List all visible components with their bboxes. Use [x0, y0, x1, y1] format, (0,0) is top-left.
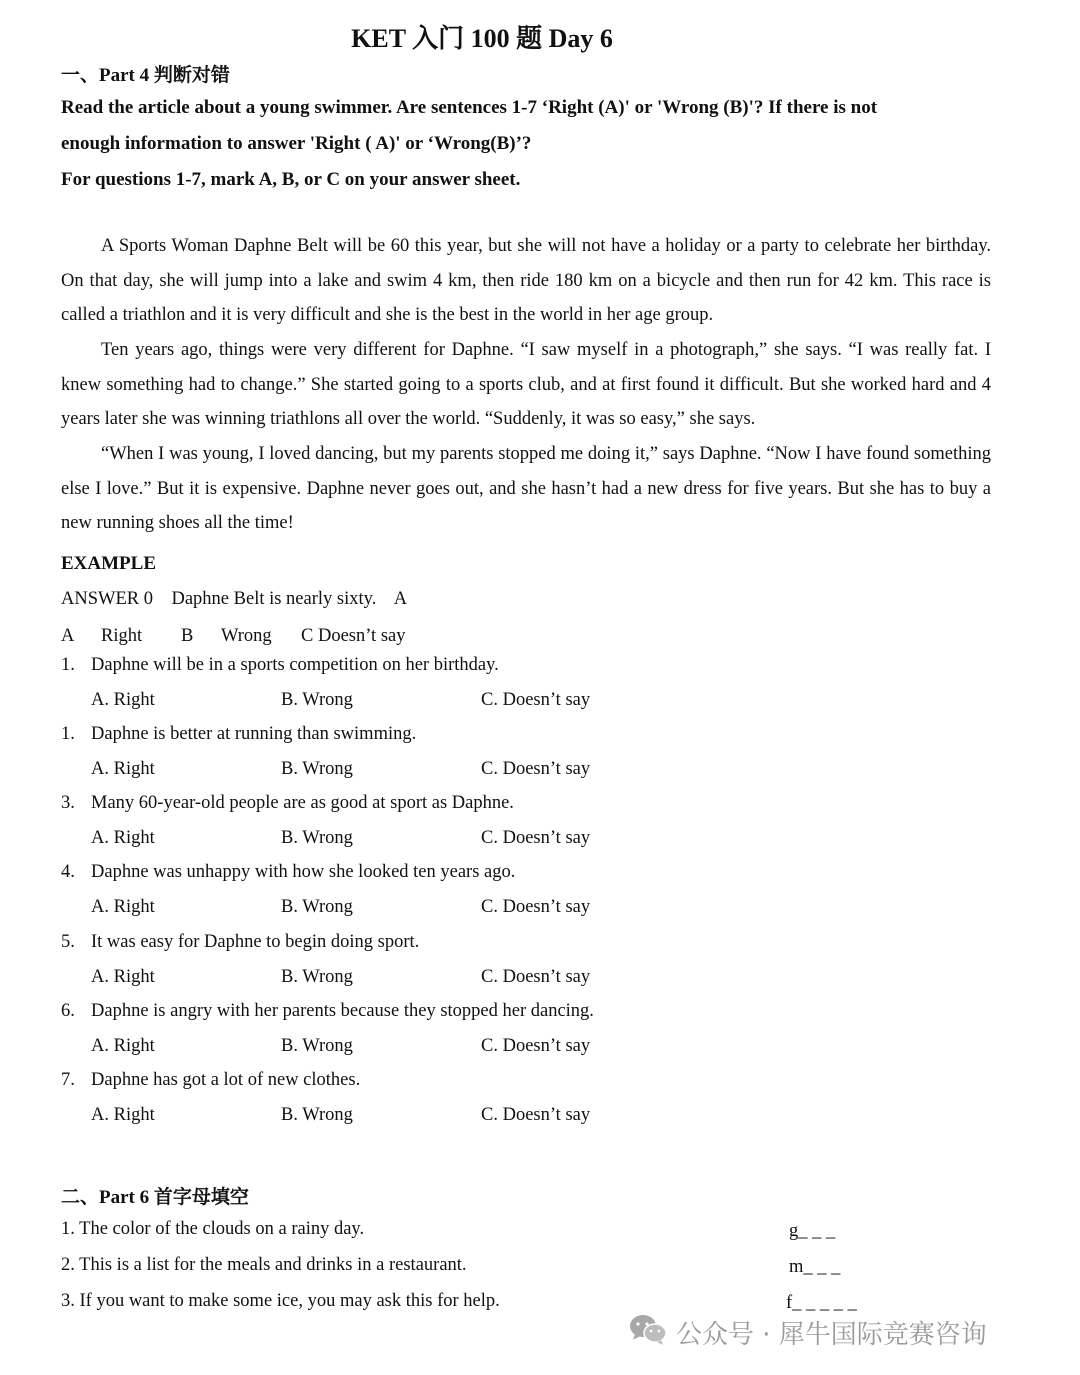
option-c: C. Doesn’t say: [481, 967, 591, 987]
fill-in-item-text: 3. If you want to make some ice, you may ask this for help.: [61, 1291, 500, 1311]
option-a: A. Right: [91, 759, 155, 779]
option-b: B. Wrong: [281, 1036, 353, 1056]
option-b: B. Wrong: [281, 759, 353, 779]
question-number: 1.: [61, 655, 75, 675]
fill-in-item-hint: g_ _ _: [789, 1221, 836, 1241]
instruction-line-3: For questions 1-7, mark A, B, or C on your answer sheet.: [61, 169, 521, 190]
option-b: B. Wrong: [281, 828, 353, 848]
option-b: B. Wrong: [281, 690, 353, 710]
option-a: A. Right: [91, 897, 155, 917]
option-a: A. Right: [91, 828, 155, 848]
option-b: B. Wrong: [281, 1105, 353, 1125]
question-text: It was easy for Daphne to begin doing sport.: [91, 932, 420, 952]
section-2-heading: 二、Part 6 首字母填空: [61, 1187, 249, 1208]
option-b: B. Wrong: [281, 897, 353, 917]
option-a: A. Right: [91, 690, 155, 710]
question-number: 6.: [61, 1001, 75, 1021]
instruction-line-2: enough information to answer 'Right ( A)' or ‘Wrong(B)’?: [61, 133, 532, 154]
section-1-heading: 一、Part 4 判断对错: [61, 65, 230, 86]
question-number: 7.: [61, 1070, 75, 1090]
question-number: 4.: [61, 862, 75, 882]
example-option-a-letter: A: [61, 626, 75, 646]
question-number: 5.: [61, 932, 75, 952]
option-a: A. Right: [91, 1036, 155, 1056]
article-paragraph-2: Ten years ago, things were very different for Daphne. “I saw myself in a photograph,” she says. “I was really fat. I knew something had to change.” She started going to a sports club, and at first found it difficult. But she worked hard and 4 years later she was winning triathlons all over the world. “Suddenly, it was so easy,” she says.: [61, 340, 991, 429]
example-option-b-letter: B: [181, 626, 194, 646]
wechat-icon: [628, 1312, 668, 1353]
option-b: B. Wrong: [281, 967, 353, 987]
watermark: [628, 1312, 987, 1352]
question-text: Daphne is angry with her parents because they stopped her dancing.: [91, 1001, 594, 1021]
question-number: 1.: [61, 724, 75, 744]
instruction-line-1: Read the article about a young swimmer. Are sentences 1-7 ‘Right (A)' or 'Wrong (B)'? If there is not: [61, 97, 878, 118]
fill-in-item-text: 1. The color of the clouds on a rainy day.: [61, 1219, 365, 1239]
question-text: Many 60-year-old people are as good at sport as Daphne.: [91, 793, 514, 813]
option-c: C. Doesn’t say: [481, 1105, 591, 1125]
fill-in-item-hint: f_ _ _ _ _: [786, 1293, 857, 1313]
fill-in-item-hint: m_ _ _: [789, 1257, 841, 1277]
question-text: Daphne is better at running than swimming.: [91, 724, 417, 744]
option-c: C. Doesn’t say: [481, 897, 591, 917]
option-a: A. Right: [91, 967, 155, 987]
question-text: Daphne was unhappy with how she looked ten years ago.: [91, 862, 516, 882]
example-option-c-text: C Doesn’t say: [301, 626, 406, 646]
question-text: Daphne will be in a sports competition on her birthday.: [91, 655, 499, 675]
watermark-text: 公众号 · 犀牛国际竞赛咨询: [676, 1319, 987, 1350]
example-label: EXAMPLE: [61, 553, 156, 574]
option-c: C. Doesn’t say: [481, 1036, 591, 1056]
option-c: C. Doesn’t say: [481, 690, 591, 710]
fill-in-item-text: 2. This is a list for the meals and drinks in a restaurant.: [61, 1255, 467, 1275]
option-c: C. Doesn’t say: [481, 828, 591, 848]
example-option-a-text: Right: [101, 626, 143, 646]
example-option-b-text: Wrong: [221, 626, 272, 646]
question-text: Daphne has got a lot of new clothes.: [91, 1070, 361, 1090]
article-paragraph-3: “When I was young, I loved dancing, but my parents stopped me doing it,” says Daphne. “Now I have found something else I love.” But it is expensive. Daphne never goes out, and she hasn’t had a new dress for five years. But she has to buy a new running shoes all the time!: [61, 444, 991, 533]
page-title: KET 入门 100 题 Day 6: [351, 24, 613, 53]
article-paragraph-1: A Sports Woman Daphne Belt will be 60 this year, but she will not have a holiday or a party to celebrate her birthday. On that day, she will jump into a lake and swim 4 km, then ride 180 km on a bicycle and then run for 42 km. This race is called a triathlon and it is very difficult and she is the best in the world in her age group.: [61, 236, 991, 325]
question-number: 3.: [61, 793, 75, 813]
example-answer: ANSWER 0 Daphne Belt is nearly sixty. A: [61, 589, 408, 609]
option-a: A. Right: [91, 1105, 155, 1125]
option-c: C. Doesn’t say: [481, 759, 591, 779]
